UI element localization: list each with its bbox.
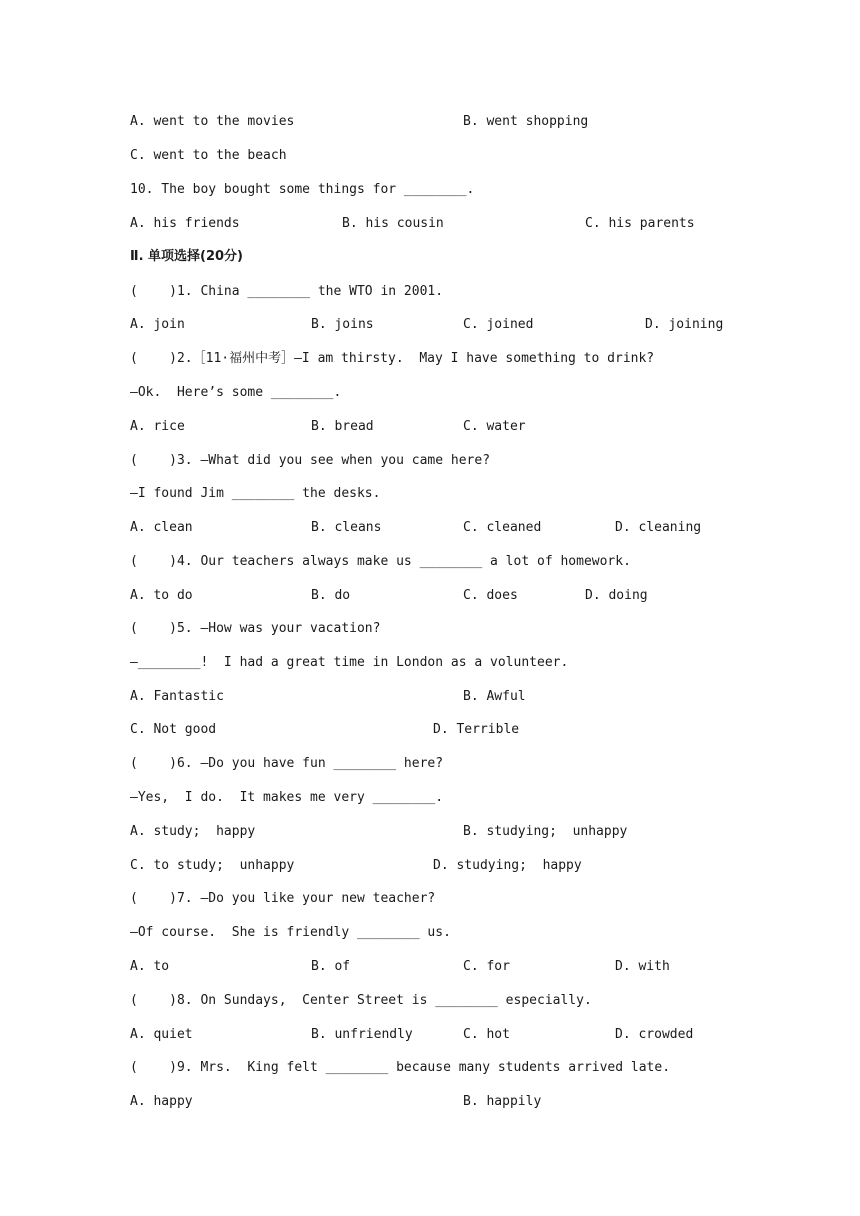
option-a: A. clean bbox=[130, 520, 193, 535]
question-2: ( )2.［11·福州中考］—I am thirsty. May I have something to drink? bbox=[130, 351, 655, 366]
option-c: C. hot bbox=[463, 1027, 510, 1042]
option-b: B. his cousin bbox=[342, 216, 444, 231]
option-c: C. does bbox=[463, 588, 518, 603]
question-2-reply: —Ok. Here’s some ________. bbox=[130, 385, 342, 400]
question-3: ( )3. —What did you see when you came here? bbox=[130, 453, 491, 468]
option-a: A. Fantastic bbox=[130, 689, 224, 704]
question-6: ( )6. —Do you have fun ________ here? bbox=[130, 756, 444, 771]
option-d: D. doing bbox=[585, 588, 648, 603]
section-heading: Ⅱ. 单项选择(20分) bbox=[130, 249, 244, 264]
option-d: D. with bbox=[615, 959, 670, 974]
option-a: A. went to the movies bbox=[130, 114, 295, 129]
option-a: A. to bbox=[130, 959, 170, 974]
question-10: 10. The boy bought some things for ________. bbox=[130, 182, 475, 197]
option-c: C. went to the beach bbox=[130, 148, 287, 163]
option-a: A. to do bbox=[130, 588, 193, 603]
option-d: D. cleaning bbox=[615, 520, 702, 535]
question-7-reply: —Of course. She is friendly ________ us. bbox=[130, 925, 451, 940]
option-c: C. for bbox=[463, 959, 510, 974]
option-a: A. quiet bbox=[130, 1027, 193, 1042]
question-6-reply: —Yes, I do. It makes me very ________. bbox=[130, 790, 444, 805]
option-b: B. bread bbox=[311, 419, 374, 434]
question-7: ( )7. —Do you like your new teacher? bbox=[130, 891, 436, 906]
question-9: ( )9. Mrs. King felt ________ because many students arrived late. bbox=[130, 1060, 671, 1075]
option-c: C. his parents bbox=[585, 216, 695, 231]
option-c: C. joined bbox=[463, 317, 534, 332]
option-a: A. join bbox=[130, 317, 185, 332]
question-3-reply: —I found Jim ________ the desks. bbox=[130, 486, 381, 501]
question-1: ( )1. China ________ the WTO in 2001. bbox=[130, 284, 444, 299]
question-8: ( )8. On Sundays, Center Street is ________ especially. bbox=[130, 993, 592, 1008]
option-c: C. cleaned bbox=[463, 520, 542, 535]
option-b: B. unfriendly bbox=[311, 1027, 413, 1042]
option-b: B. studying; unhappy bbox=[463, 824, 628, 839]
option-c: C. water bbox=[463, 419, 526, 434]
option-d: D. studying; happy bbox=[433, 858, 582, 873]
option-d: D. Terrible bbox=[433, 722, 520, 737]
option-d: D. crowded bbox=[615, 1027, 694, 1042]
option-b: B. do bbox=[311, 588, 351, 603]
option-a: A. rice bbox=[130, 419, 185, 434]
option-a: A. his friends bbox=[130, 216, 240, 231]
option-b: B. happily bbox=[463, 1094, 542, 1109]
option-d: D. joining bbox=[645, 317, 724, 332]
option-b: B. cleans bbox=[311, 520, 382, 535]
question-5-reply: —________! I had a great time in London as a volunteer. bbox=[130, 655, 569, 670]
option-a: A. happy bbox=[130, 1094, 193, 1109]
question-4: ( )4. Our teachers always make us ________ a lot of homework. bbox=[130, 554, 631, 569]
option-c: C. to study; unhappy bbox=[130, 858, 295, 873]
option-b: B. Awful bbox=[463, 689, 526, 704]
option-a: A. study; happy bbox=[130, 824, 256, 839]
option-b: B. joins bbox=[311, 317, 374, 332]
option-b: B. of bbox=[311, 959, 351, 974]
option-c: C. Not good bbox=[130, 722, 217, 737]
option-b: B. went shopping bbox=[463, 114, 589, 129]
question-5: ( )5. —How was your vacation? bbox=[130, 621, 381, 636]
